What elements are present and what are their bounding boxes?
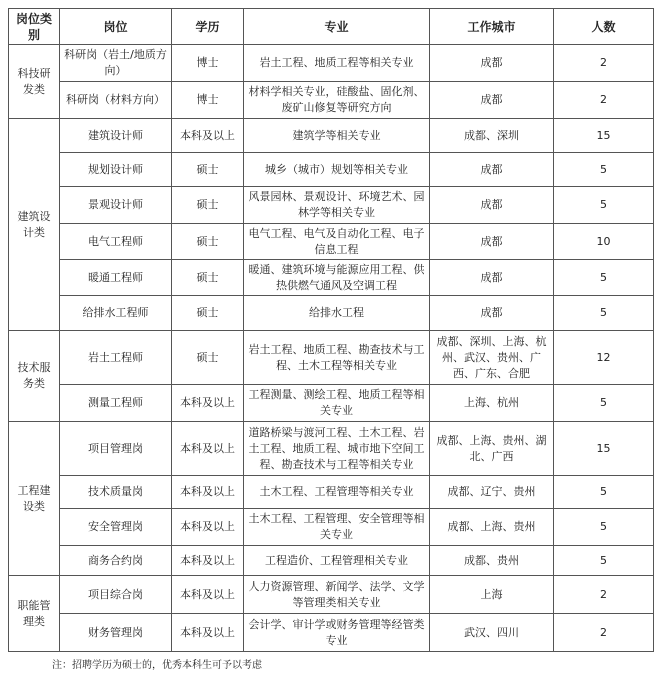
education-cell: 本科及以上	[172, 509, 244, 546]
table-row	[9, 614, 654, 652]
count-cell: 12	[554, 331, 654, 385]
position-cell: 技术质量岗	[60, 476, 172, 509]
education-cell: 硕士	[172, 260, 244, 296]
city-cell: 上海、杭州	[430, 385, 554, 422]
city-cell: 成都、深圳、上海、杭州、武汉、贵州、广西、广东、合肥	[430, 331, 554, 385]
position-cell: 景观设计师	[60, 187, 172, 224]
city-cell: 成都	[430, 82, 554, 119]
count-cell: 2	[554, 82, 654, 119]
count-cell: 2	[554, 45, 654, 82]
table-row	[9, 385, 654, 422]
position-cell: 电气工程师	[60, 224, 172, 260]
category-cell: 科技研发类	[9, 45, 60, 119]
city-cell: 成都	[430, 187, 554, 224]
position-cell: 财务管理岗	[60, 614, 172, 652]
category-cell: 工程建设类	[9, 422, 60, 576]
city-cell: 上海	[430, 576, 554, 614]
major-cell: 会计学、审计学或财务管理等经管类专业	[244, 614, 430, 652]
header-city: 工作城市	[430, 9, 554, 45]
major-cell: 电气工程、电气及自动化工程、电子信息工程	[244, 224, 430, 260]
table-row	[9, 187, 654, 224]
position-cell: 给排水工程师	[60, 296, 172, 331]
table-row	[9, 119, 654, 153]
education-cell: 博士	[172, 45, 244, 82]
count-cell: 2	[554, 614, 654, 652]
position-cell: 项目管理岗	[60, 422, 172, 476]
major-cell: 道路桥梁与渡河工程、土木工程、岩土工程、地质工程、城市地下空间工程、勘查技术与工程等相关专业	[244, 422, 430, 476]
position-cell: 暖通工程师	[60, 260, 172, 296]
education-cell: 本科及以上	[172, 576, 244, 614]
count-cell: 5	[554, 153, 654, 187]
table-row	[9, 224, 654, 260]
count-cell: 5	[554, 546, 654, 576]
count-cell: 5	[554, 296, 654, 331]
table-row	[9, 45, 654, 82]
major-cell: 岩土工程、地质工程等相关专业	[244, 45, 430, 82]
count-cell: 5	[554, 385, 654, 422]
count-cell: 5	[554, 476, 654, 509]
city-cell: 成都、贵州	[430, 546, 554, 576]
major-cell: 土木工程、工程管理、安全管理等相关专业	[244, 509, 430, 546]
position-cell: 科研岗（材料方向）	[60, 82, 172, 119]
recruitment-table-container	[8, 8, 653, 652]
category-cell: 建筑设计类	[9, 119, 60, 331]
header-category: 岗位类别	[9, 9, 60, 45]
education-cell: 本科及以上	[172, 422, 244, 476]
count-cell: 2	[554, 576, 654, 614]
city-cell: 武汉、四川	[430, 614, 554, 652]
education-cell: 硕士	[172, 296, 244, 331]
position-cell: 岩土工程师	[60, 331, 172, 385]
education-cell: 硕士	[172, 224, 244, 260]
education-cell: 本科及以上	[172, 385, 244, 422]
position-cell: 测量工程师	[60, 385, 172, 422]
city-cell: 成都	[430, 260, 554, 296]
count-cell: 15	[554, 119, 654, 153]
education-cell: 本科及以上	[172, 614, 244, 652]
education-cell: 硕士	[172, 331, 244, 385]
table-row	[9, 422, 654, 476]
major-cell: 给排水工程	[244, 296, 430, 331]
city-cell: 成都	[430, 153, 554, 187]
header-education: 学历	[172, 9, 244, 45]
major-cell: 材料学相关专业，硅酸盐、固化剂、废矿山修复等研究方向	[244, 82, 430, 119]
header-count: 人数	[554, 9, 654, 45]
major-cell: 岩土工程、地质工程、勘查技术与工程、土木工程等相关专业	[244, 331, 430, 385]
table-row	[9, 331, 654, 385]
major-cell: 城乡（城市）规划等相关专业	[244, 153, 430, 187]
table-row	[9, 576, 654, 614]
major-cell: 土木工程、工程管理等相关专业	[244, 476, 430, 509]
city-cell: 成都	[430, 224, 554, 260]
education-cell: 硕士	[172, 187, 244, 224]
education-cell: 本科及以上	[172, 476, 244, 509]
table-row	[9, 546, 654, 576]
city-cell: 成都、深圳	[430, 119, 554, 153]
position-cell: 安全管理岗	[60, 509, 172, 546]
education-cell: 本科及以上	[172, 119, 244, 153]
count-cell: 15	[554, 422, 654, 476]
footnote: 注：招聘学历为硕士的，优秀本科生可予以考虑	[52, 660, 262, 671]
major-cell: 工程测量、测绘工程、地质工程等相关专业	[244, 385, 430, 422]
education-cell: 硕士	[172, 153, 244, 187]
education-cell: 本科及以上	[172, 546, 244, 576]
header-major: 专业	[244, 9, 430, 45]
major-cell: 暖通、建筑环境与能源应用工程、供热供燃气通风及空调工程	[244, 260, 430, 296]
count-cell: 10	[554, 224, 654, 260]
count-cell: 5	[554, 509, 654, 546]
city-cell: 成都、上海、贵州、湖北、广西	[430, 422, 554, 476]
count-cell: 5	[554, 187, 654, 224]
major-cell: 风景园林、景观设计、环境艺术、园林学等相关专业	[244, 187, 430, 224]
major-cell: 人力资源管理、新闻学、法学、文学等管理类相关专业	[244, 576, 430, 614]
position-cell: 项目综合岗	[60, 576, 172, 614]
city-cell: 成都、上海、贵州	[430, 509, 554, 546]
table-row	[9, 296, 654, 331]
recruitment-table	[8, 8, 654, 652]
table-row	[9, 509, 654, 546]
count-cell: 5	[554, 260, 654, 296]
category-cell: 职能管理类	[9, 576, 60, 652]
table-row	[9, 260, 654, 296]
city-cell: 成都	[430, 45, 554, 82]
position-cell: 建筑设计师	[60, 119, 172, 153]
position-cell: 商务合约岗	[60, 546, 172, 576]
position-cell: 科研岗（岩土/地质方向）	[60, 45, 172, 82]
table-row	[9, 82, 654, 119]
category-cell: 技术服务类	[9, 331, 60, 422]
education-cell: 博士	[172, 82, 244, 119]
table-row	[9, 476, 654, 509]
header-row	[9, 9, 654, 45]
city-cell: 成都、辽宁、贵州	[430, 476, 554, 509]
major-cell: 工程造价、工程管理相关专业	[244, 546, 430, 576]
city-cell: 成都	[430, 296, 554, 331]
major-cell: 建筑学等相关专业	[244, 119, 430, 153]
header-position: 岗位	[60, 9, 172, 45]
table-row	[9, 153, 654, 187]
position-cell: 规划设计师	[60, 153, 172, 187]
